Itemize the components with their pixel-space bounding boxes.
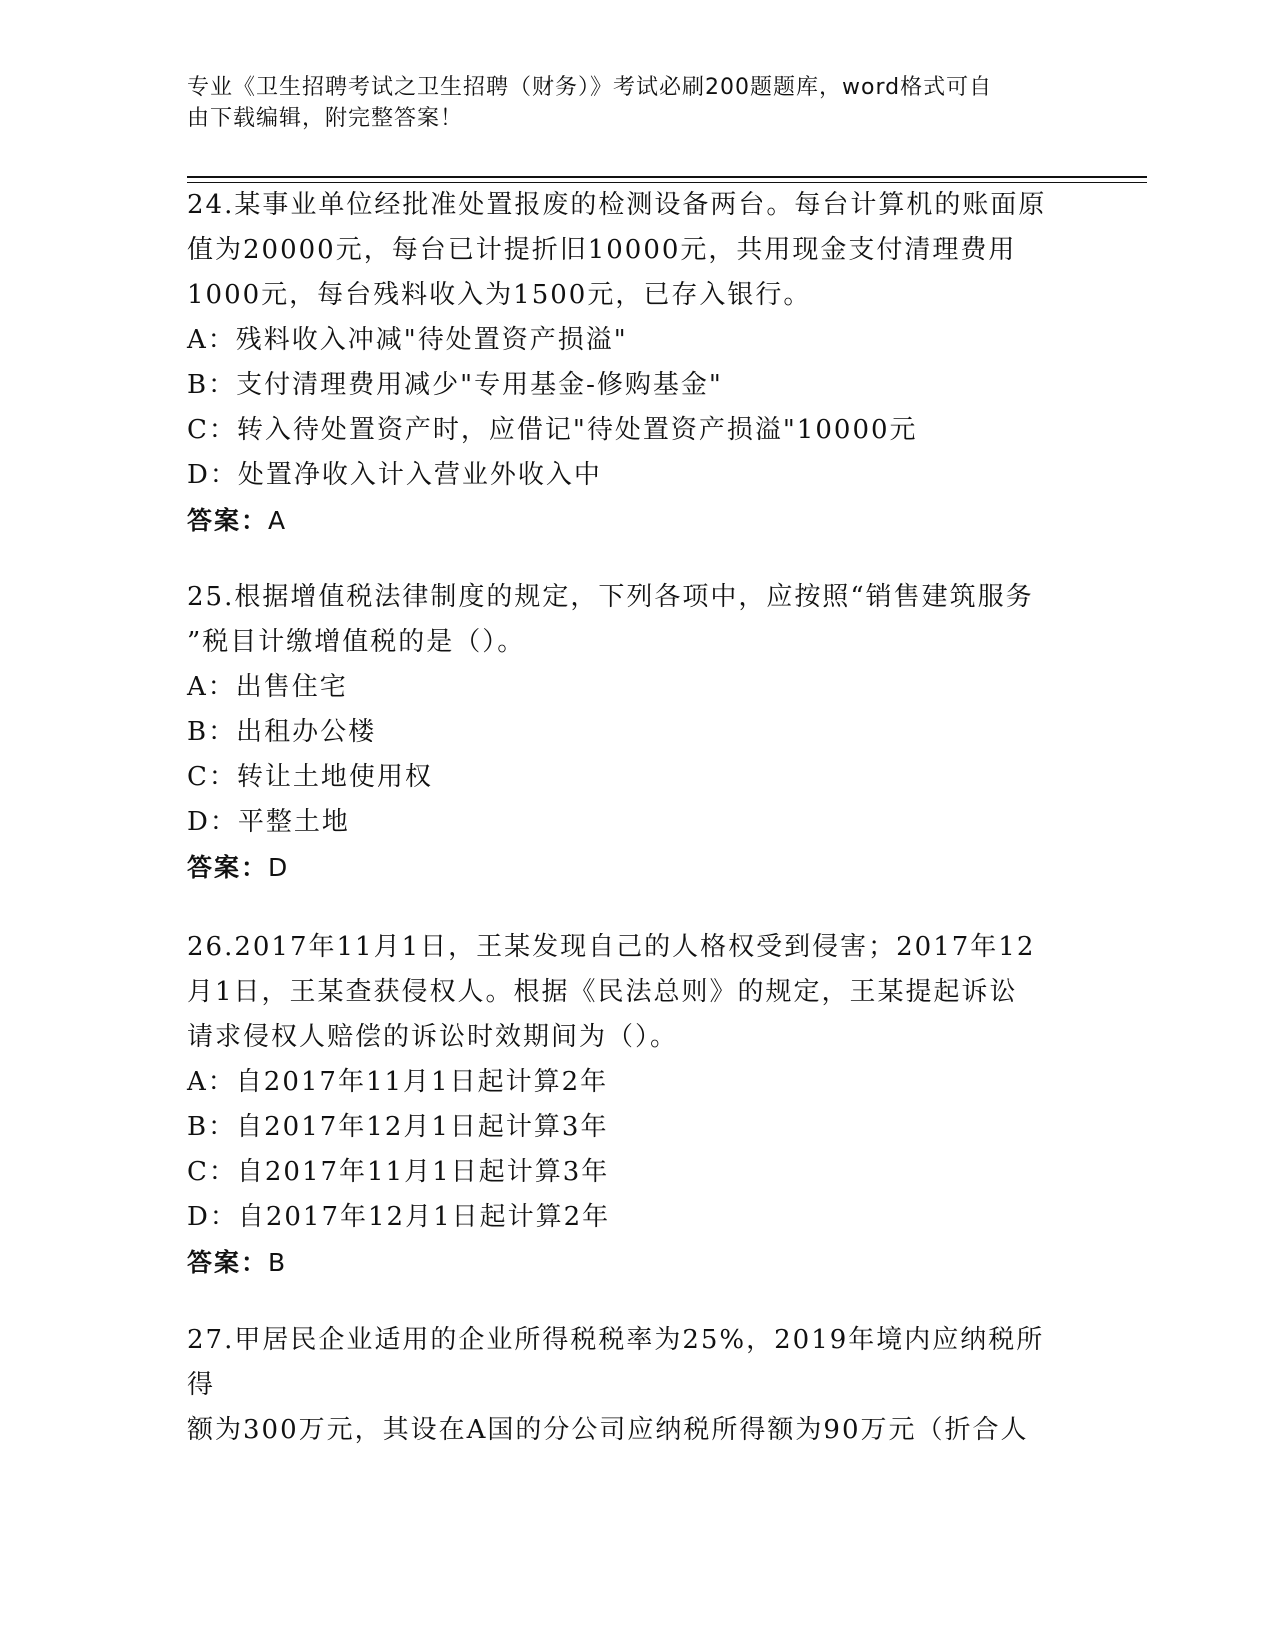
question-stem-line: 月1日，王某查获侵权人。根据《民法总则》的规定，王某提起诉讼: [187, 977, 1018, 1007]
answer: [187, 498, 1067, 543]
answer: [187, 845, 1067, 890]
question-stem-line: 值为20000元，每台已计提折旧10000元，共用现金支付清理费用: [187, 235, 1017, 265]
answer-label: 答案：: [187, 1248, 269, 1277]
header-line-1: 专业《卫生招聘考试之卫生招聘（财务）》考试必刷200题题库，word格式可自: [187, 75, 993, 100]
question-stem-line: 26.2017年11月1日，王某发现自己的人格权受到侵害；2017年12: [187, 932, 1036, 962]
header-divider: [187, 176, 1147, 178]
option-d: D：平整土地: [187, 807, 350, 837]
option-b: B：自2017年12月1日起计算3年: [187, 1112, 609, 1142]
option-a: A：自2017年11月1日起计算2年: [187, 1067, 609, 1097]
option-c: C：自2017年11月1日起计算3年: [187, 1157, 610, 1187]
option-b: B：出租办公楼: [187, 717, 377, 747]
answer-label: 答案：: [187, 853, 269, 882]
document-header: [187, 72, 1067, 134]
answer-value: B: [268, 1248, 288, 1277]
question-stem-line: 1000元，每台残料收入为1500元，已存入银行。: [187, 280, 812, 310]
answer-value: D: [268, 853, 290, 882]
question-stem-line: 请求侵权人赔偿的诉讼时效期间为（）。: [187, 1022, 679, 1052]
question-24: [187, 183, 1067, 543]
question-stem-line: ”税目计缴增值税的是（）。: [187, 627, 526, 657]
question-27: [187, 1318, 1067, 1453]
question-stem-line: 额为300万元，其设在A国的分公司应纳税所得额为90万元（折合人: [187, 1415, 1029, 1445]
option-a: A：出售住宅: [187, 672, 348, 702]
question-26: [187, 925, 1067, 1285]
answer: [187, 1240, 1067, 1285]
option-d: D：处置净收入计入营业外收入中: [187, 460, 602, 490]
answer-label: 答案：: [187, 506, 269, 535]
question-25: [187, 575, 1067, 890]
question-stem-line: 24.某事业单位经批准处置报废的检测设备两台。每台计算机的账面原: [187, 190, 1047, 220]
option-a: A：残料收入冲减"待处置资产损溢": [187, 325, 628, 355]
question-stem-line: 25.根据增值税法律制度的规定，下列各项中，应按照“销售建筑服务: [187, 582, 1034, 612]
option-d: D：自2017年12月1日起计算2年: [187, 1202, 611, 1232]
option-c: C：转让土地使用权: [187, 762, 433, 792]
question-stem-line: 27.甲居民企业适用的企业所得税税率为25%，2019年境内应纳税所得: [187, 1325, 1045, 1400]
option-c: C：转入待处置资产时，应借记"待处置资产损溢"10000元: [187, 415, 918, 445]
header-line-2: 由下载编辑，附完整答案！: [187, 106, 464, 131]
option-b: B：支付清理费用减少"专用基金-修购基金": [187, 370, 723, 400]
answer-value: A: [268, 506, 288, 535]
